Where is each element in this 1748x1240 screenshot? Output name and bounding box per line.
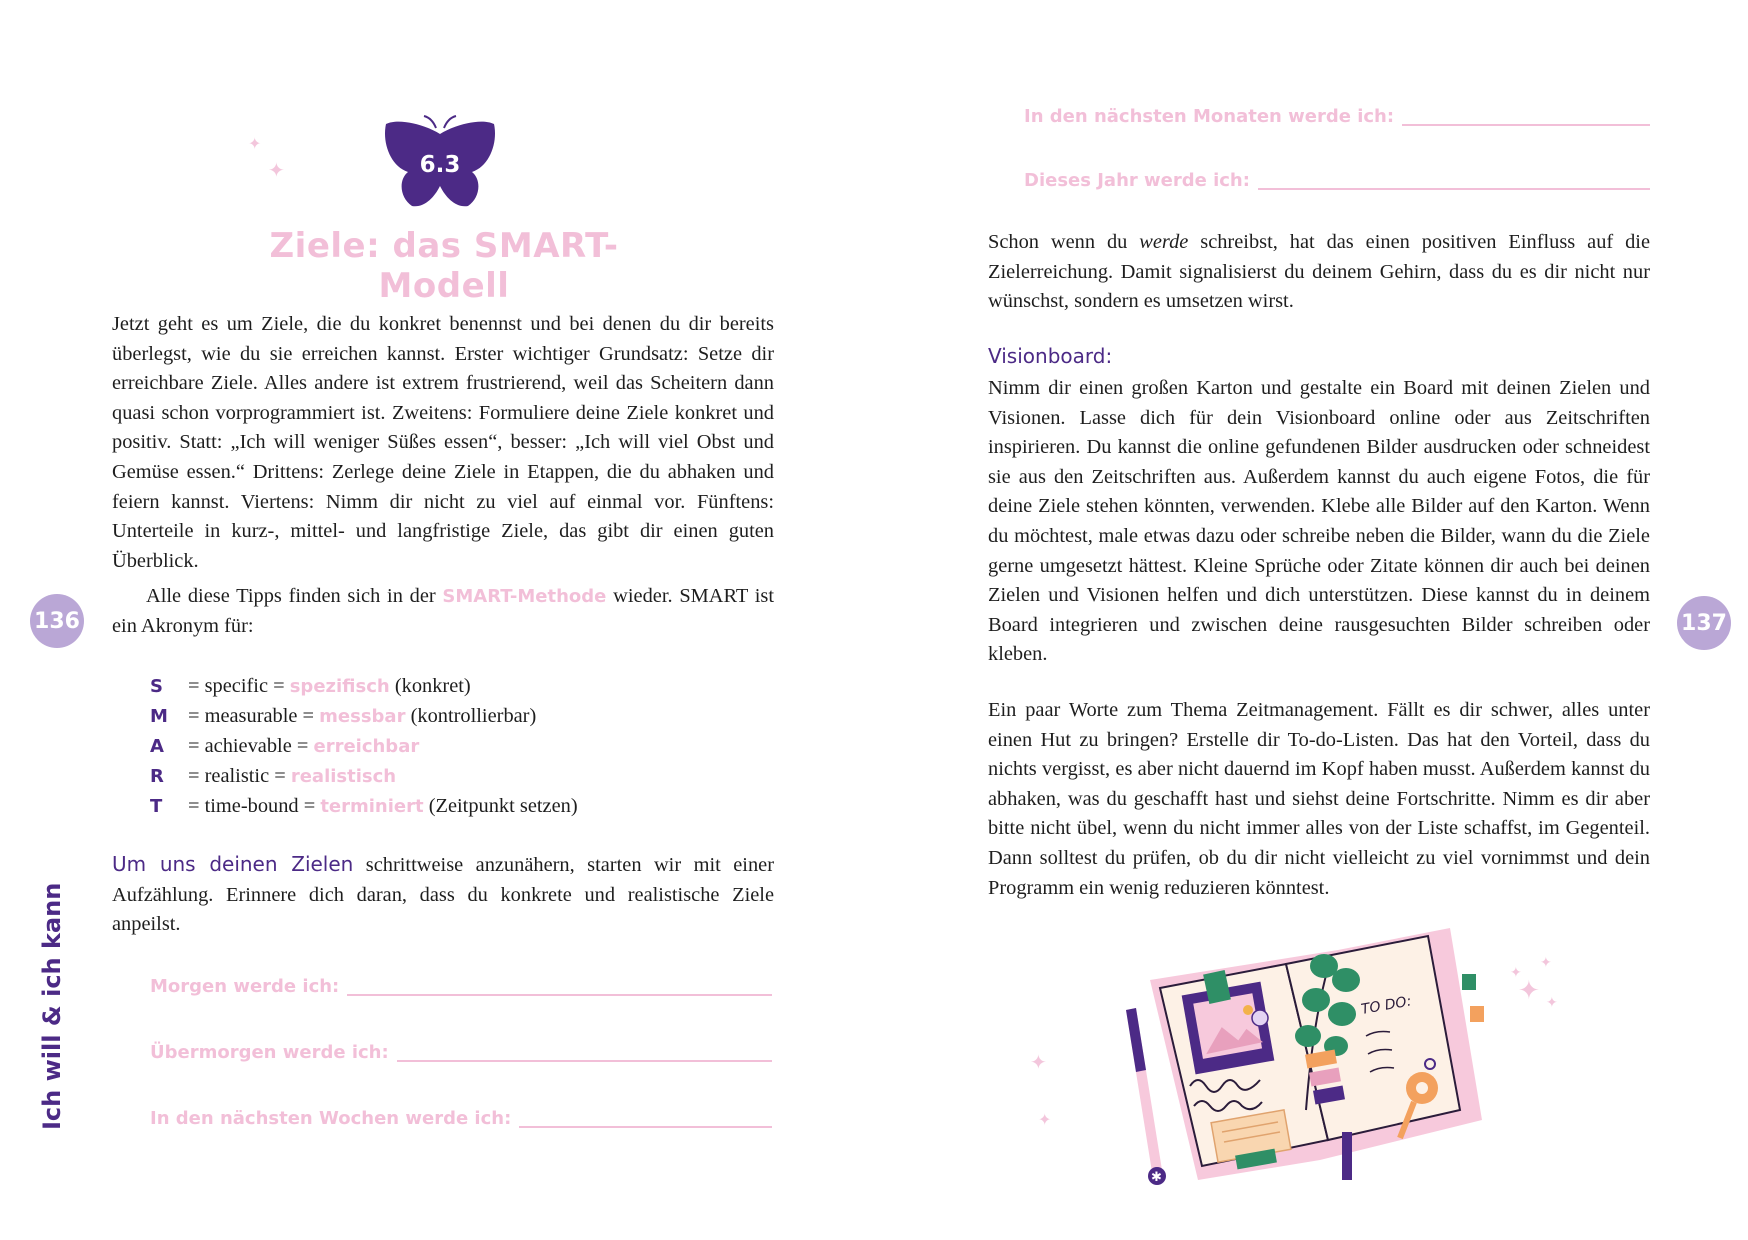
fill-in-label: Morgen werde ich: (150, 976, 340, 997)
fill-in-tomorrow[interactable] (150, 976, 772, 998)
approach-rest: schrittweise anzunähern, starten wir mit einer Aufzählung. Erinnere dich daran, dass du konkrete und realistische Ziele anpeilst. (112, 854, 774, 936)
smart-intro-after: wieder. SMART ist ein Akronym für: (112, 585, 774, 637)
svg-text:✱: ✱ (1151, 1170, 1162, 1185)
smart-english: = realistic = (188, 765, 286, 787)
fill-in-label: In den nächsten Monaten werde ich: (1024, 106, 1395, 127)
werde-paragraph (988, 228, 1650, 317)
smart-intro-paragraph (112, 582, 774, 641)
werde-italic: werde (1139, 231, 1189, 253)
write-line[interactable] (1402, 124, 1650, 126)
sparkle-icon: ✦ (1518, 976, 1540, 1006)
smart-note: (Zeitpunkt setzen) (428, 795, 578, 817)
write-line[interactable] (519, 1126, 772, 1128)
page-title: Ziele: das SMART-Modell (269, 226, 619, 306)
smart-letter: R (150, 766, 164, 787)
write-line[interactable] (397, 1060, 772, 1062)
sparkle-icon: ✦ (1510, 965, 1522, 981)
time-management-paragraph: Ein paar Worte zum Thema Zeitmanagement. Fällt es dir schwer, alles unter einen Hut zu bringen? Erstelle dir To-do-Listen. Das hat den Vorteil, dass du nichts vergisst, es aber nicht dauernd im Kopf haben musst. Außerdem kannst du abhaken, was du geschafft hast und siehst deine Fortschritte. Nimm es dir aber bitte nicht übel, wenn du nicht immer alles von der Liste schaffst, im Gegenteil. Dann solltest du prüfen, ob du dir nicht vielleicht zu viel vornimmst und dein Programm ein wenig reduzieren könntest. (988, 699, 1650, 899)
sparkle-icon: ✦ (1546, 995, 1558, 1011)
smart-note: (kontrollierbar) (410, 705, 537, 727)
sparkle-icon: ✦ (248, 134, 262, 153)
smart-item-a (150, 731, 419, 762)
write-line[interactable] (1258, 188, 1650, 190)
fill-in-year[interactable] (1024, 170, 1650, 192)
werde-after: schreibst, hat das einen positiven Einfluss auf die Zielerreichung. Damit signalisierst du deinem Gehirn, dass du es dir nicht nur wünschst, sondern es umsetzen wirst. (988, 231, 1650, 313)
smart-method-highlight: SMART-Methode (442, 586, 607, 607)
page-number-right: 137 (1677, 596, 1731, 650)
todo-label: TO DO: (1359, 993, 1413, 1018)
werde-before: Schon wenn du (988, 231, 1140, 253)
smart-english: = time-bound = (188, 795, 316, 817)
approach-lead: Um uns deinen Zielen (112, 852, 354, 876)
smart-item-m (150, 701, 536, 732)
smart-german: realistisch (290, 766, 397, 787)
smart-intro-before: Alle diese Tipps finden sich in der (146, 585, 443, 607)
smart-item-r (150, 761, 396, 792)
planner-illustration (1110, 910, 1500, 1190)
smart-letter: S (150, 676, 163, 697)
sparkle-icon: ✦ (1030, 1050, 1047, 1074)
smart-note: (konkret) (394, 675, 471, 697)
smart-german: spezifisch (289, 676, 390, 697)
sparkle-icon: ✦ (268, 158, 285, 182)
chapter-number: 6.3 (419, 152, 461, 178)
fill-in-label: Übermorgen werde ich: (150, 1042, 389, 1063)
write-line[interactable] (347, 994, 772, 996)
smart-english: = measurable = (188, 705, 315, 727)
visionboard-paragraph: Nimm dir einen großen Karton und gestalte ein Board mit deinen Zielen und Visionen. Lasse dich für dein Visionboard online oder aus Zeitschriften inspirieren. Du kannst die online gefundenen Bilder ausdrucken oder schneidest sie aus den Zeitschriften aus. Außerdem kannst du auch eigene Fotos, die für deine Ziele stehen könnten, verwenden. Klebe alle Bilder auf den Karton. Wenn du möchtest, male etwas dazu oder schreibe neben die Bilder, wann du die Ziele gerne umgesetzt hättest. Kleine Sprüche oder Zitate können dir auch bei deinen Zielen und Visionen helfen und dich unterstützen. Diese kannst du in deinem Board integrieren und zwischen deine rausgesuchten Bilder schreiben oder kleben. (988, 377, 1650, 666)
smart-letter: T (150, 796, 163, 817)
fill-in-label: In den nächsten Wochen werde ich: (150, 1108, 512, 1129)
smart-english: = specific = (188, 675, 285, 697)
smart-german: terminiert (320, 796, 424, 817)
fill-in-months[interactable] (1024, 106, 1650, 128)
fill-in-day-after[interactable] (150, 1042, 772, 1064)
intro-paragraph: Jetzt geht es um Ziele, die du konkret benennst und bei denen du dir bereits überlegst, wie du sie erreichen kannst. Erster wichtiger Grundsatz: Setze dir erreichbare Ziele. Alles andere ist extrem frustrierend, weil das Scheitern dann quasi schon vorprogrammiert ist. Zweitens: Formuliere deine Ziele konkret und positiv. Statt: „Ich will weniger Süßes essen“, besser: „Ich will viel Obst und Gemüse essen.“ Drittens: Zerlege deine Ziele in Etappen, die du abhaken und feiern kannst. Viertens: Nimm dir nicht zu viel auf einmal vor. Fünftens: Unterteile in kurz-, mittel- und langfristige Ziele, das gibt dir einen guten Überblick. (112, 313, 774, 572)
fill-in-label: Dieses Jahr werde ich: (1024, 170, 1250, 191)
side-section-label: Ich will & ich kann (38, 882, 66, 1130)
sparkle-icon: ✦ (1540, 955, 1552, 971)
approach-paragraph (112, 850, 774, 940)
smart-item-t (150, 791, 578, 822)
sparkle-icon: ✦ (1038, 1110, 1052, 1129)
smart-german: erreichbar (313, 736, 420, 757)
fill-in-weeks[interactable] (150, 1108, 772, 1130)
smart-english: = achievable = (188, 735, 309, 757)
smart-letter: A (150, 736, 164, 757)
visionboard-heading: Visionboard: (988, 344, 1113, 368)
smart-item-s (150, 671, 471, 702)
smart-german: messbar (319, 706, 406, 727)
smart-letter: M (150, 706, 168, 727)
page-number-left: 136 (30, 594, 84, 648)
